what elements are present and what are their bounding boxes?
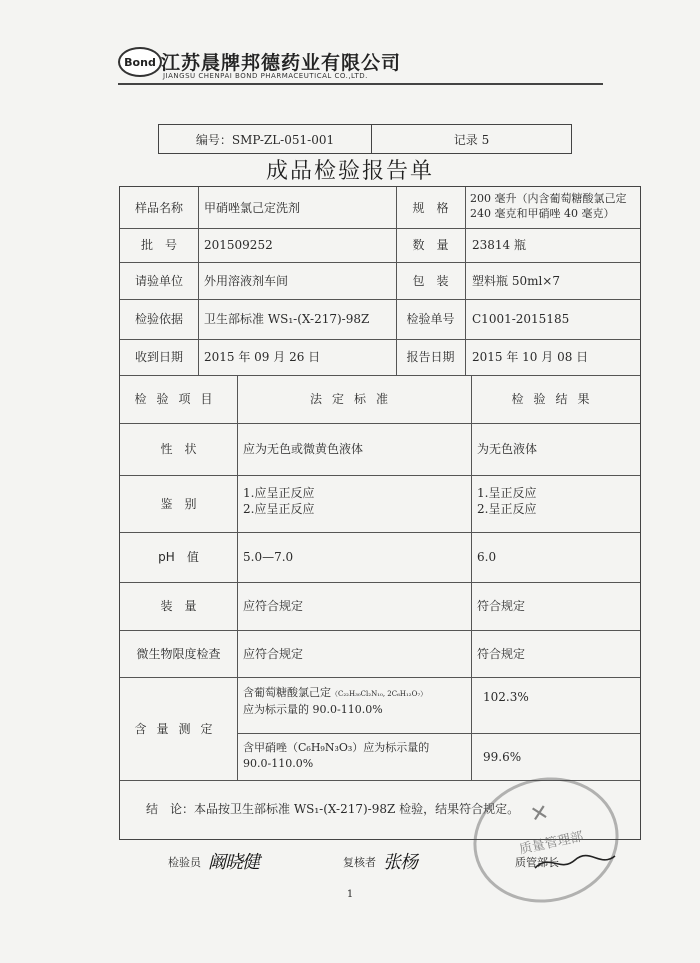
content-result-2: 99.6% xyxy=(483,749,522,764)
spec-value xyxy=(470,191,640,227)
content-standard-2 xyxy=(243,740,471,778)
report-date-label: 报告日期 xyxy=(406,350,455,364)
inspector-signature: 阚晓健 xyxy=(208,852,259,873)
quantity: 23814 瓶 xyxy=(472,238,526,252)
test-item: 微生物限度检查 xyxy=(136,646,221,661)
test-standard: 应为无色或微黄色液体 xyxy=(243,442,364,456)
result-line-2: 2.呈正反应 xyxy=(477,502,537,516)
content-item: 含量测定 xyxy=(134,721,223,736)
spec-line-1: 200 毫升（内含葡萄糖酸氯己定 xyxy=(470,192,627,205)
result-line-1: 1.呈正反应 xyxy=(477,486,537,500)
sample-name: 甲硝唑氯己定洗剂 xyxy=(204,200,301,215)
sample-name-label: 样品名称 xyxy=(134,200,183,215)
received-date: 2015 年 09 月 26 日 xyxy=(204,350,321,364)
package: 塑料瓶 50ml×7 xyxy=(472,273,560,288)
test-item: 鉴 别 xyxy=(160,496,197,511)
report-no: C1001-2015185 xyxy=(472,312,570,326)
test-standard: 应符合规定 xyxy=(243,646,304,661)
content1-text: 含葡萄糖酸氯己定 xyxy=(243,686,331,699)
company-logo: Bond xyxy=(118,47,162,77)
basis: 卫生部标准 WS₁-(X-217)-98Z xyxy=(204,312,370,326)
report-date: 2015 年 10 月 08 日 xyxy=(472,350,589,364)
reviewer-signature: 张杨 xyxy=(383,852,417,873)
conclusion: 结 论：本品按卫生部标准 WS₁-(X-217)-98Z 检验，结果符合规定。 xyxy=(146,801,520,816)
basis-label: 检验依据 xyxy=(134,312,183,326)
doc-record: 记录 5 xyxy=(453,132,490,147)
doc-code-box xyxy=(158,124,572,154)
test-result: 符合规定 xyxy=(477,646,526,661)
company-name-en: JIANGSU CHENPAI BOND PHARMACEUTICAL CO.,LTD. xyxy=(163,72,368,80)
spec-label: 规 格 xyxy=(412,200,449,215)
batch-number: 201509252 xyxy=(204,238,273,252)
test-result: 6.0 xyxy=(477,550,497,564)
batch-label: 批 号 xyxy=(140,238,177,252)
company-name-cn: 江苏晨牌邦德药业有限公司 xyxy=(161,52,402,74)
qa-signature xyxy=(530,848,620,878)
test-item: pH 值 xyxy=(158,550,199,564)
test-item: 装 量 xyxy=(160,599,197,613)
test-standard xyxy=(243,485,469,525)
test-result: 符合规定 xyxy=(477,599,526,613)
spec-line-2: 240 毫克和甲硝唑 40 毫克） xyxy=(470,207,615,220)
report-no-label: 检验单号 xyxy=(406,312,455,326)
content2-text: 含甲硝唑（C₆H₉N₃O₃）应为标示量的 xyxy=(243,741,430,754)
quantity-label: 数 量 xyxy=(412,238,449,252)
requester: 外用溶液剂车间 xyxy=(204,273,289,288)
standard-line-2: 2.应呈正反应 xyxy=(243,502,315,516)
doc-title: 成品检验报告单 xyxy=(265,159,434,184)
package-label: 包 装 xyxy=(412,273,449,288)
col-item-header: 检验项目 xyxy=(134,392,223,406)
content1-range: 应为标示量的 90.0-110.0% xyxy=(243,703,383,716)
test-result: 为无色液体 xyxy=(477,442,538,456)
report-form xyxy=(119,186,641,840)
stamp-text: 质量管理部 xyxy=(517,829,585,858)
doc-code: 编号：SMP-ZL-051-001 xyxy=(159,125,372,153)
content2-range: 90.0-110.0% xyxy=(243,757,314,770)
header-rule xyxy=(118,83,603,85)
page-number: 1 xyxy=(346,889,354,900)
col-standard-header: 法定标准 xyxy=(309,392,398,406)
qa-label: 质管部长 xyxy=(515,856,559,869)
test-item: 性 状 xyxy=(160,442,197,456)
content-result-1: 102.3% xyxy=(483,690,529,704)
content1-formula: （C₂₂H₃₀Cl₂N₁₀, 2C₆H₁₂O₇） xyxy=(331,690,428,698)
test-standard: 5.0—7.0 xyxy=(243,550,294,564)
standard-line-1: 1.应呈正反应 xyxy=(243,486,315,500)
test-result xyxy=(477,485,637,525)
reviewer-label: 复核者 xyxy=(343,856,376,869)
star-icon: ✕ xyxy=(528,800,552,829)
test-standard: 应符合规定 xyxy=(243,599,304,613)
content-standard-1 xyxy=(243,685,471,729)
col-result-header: 检验结果 xyxy=(511,392,600,406)
inspector-label: 检验员 xyxy=(168,856,201,869)
received-date-label: 收到日期 xyxy=(134,350,183,364)
requester-label: 请验单位 xyxy=(134,273,183,288)
